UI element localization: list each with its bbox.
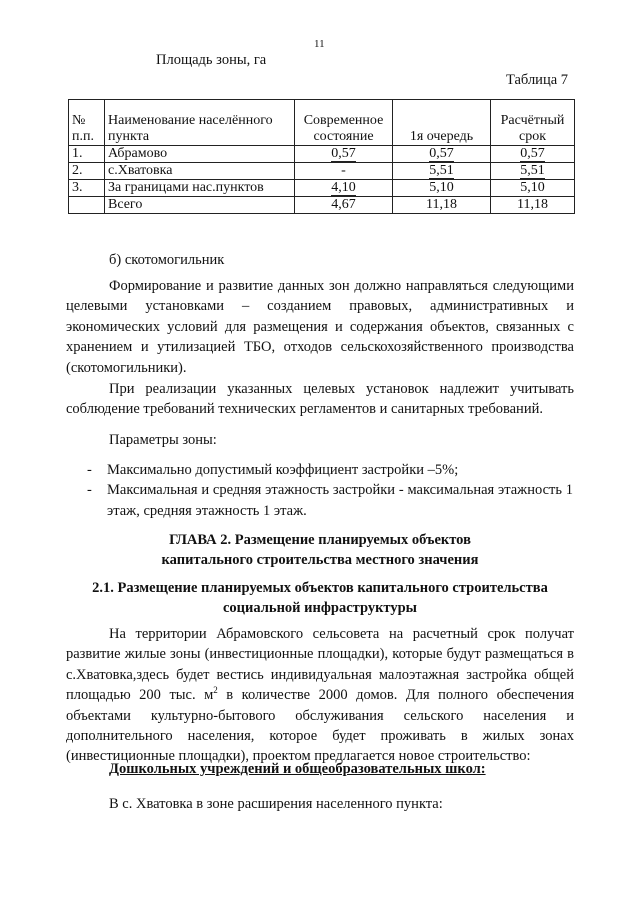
header-num-line1: № [72, 113, 86, 128]
chapter-heading: ГЛАВА 2. Размещение планируемых объектов капитального строительства местного значения [161, 532, 479, 568]
header-design-line2: срок [518, 129, 546, 144]
row-num [69, 197, 105, 214]
row-name: с.Хватовка [105, 163, 295, 180]
zones-table [68, 99, 575, 214]
row-design-value: 5,51 [520, 163, 545, 178]
bullet-dash: - [87, 462, 92, 478]
header-num-line2: п.п. [72, 129, 94, 144]
table-row [69, 146, 575, 163]
header-stage1-text: 1я очередь [409, 129, 474, 144]
table-caption: Таблица 7 [506, 72, 569, 88]
row-stage1-value: 5,51 [429, 163, 454, 178]
table-header-row [69, 100, 575, 146]
page-number: 11 [314, 38, 325, 50]
table-row [69, 163, 575, 180]
row-stage1-value: 0,57 [429, 146, 454, 161]
table-row [69, 180, 575, 197]
row-current-value: 4,10 [331, 180, 356, 195]
row-current: 4,67 [295, 197, 393, 214]
row-num: 2. [69, 163, 105, 180]
row-stage1: 5,10 [393, 180, 491, 197]
schools-subheading-text: Дошкольных учреждений и общеобразовательных школ: [109, 761, 486, 777]
table-total-row [69, 197, 575, 214]
row-num: 1. [69, 146, 105, 163]
paragraph-residential-zones [66, 624, 574, 767]
row-design: 11,18 [491, 197, 575, 214]
row-stage1 [393, 163, 491, 180]
list-item-text: Максимально допустимый коэффициент застройки –5%; [107, 462, 459, 478]
paragraph-text-part1: На территории Абрамовского сельсовета на расчетный срок получат развитие жилые зоны (инвестиционные площадки), которые будут размещаться в с.Хватовка,здесь будет вестись индивидуальная малоэтажная застройка общей площадью 200 тыс. м [66, 626, 574, 704]
section-heading: 2.1. Размещение планируемых объектов капитального строительства социальной инфраструктуры [92, 580, 548, 616]
header-design-line1: Расчётный [500, 113, 565, 128]
header-design [491, 100, 575, 146]
header-stage1 [393, 100, 491, 146]
row-name: Всего [105, 197, 295, 214]
list-item [89, 460, 573, 480]
header-num [69, 100, 105, 146]
row-current [295, 180, 393, 197]
zone-params-label: Параметры зоны: [109, 432, 217, 448]
superscript-two: 2 [213, 685, 218, 696]
header-current [295, 100, 393, 146]
row-design [491, 163, 575, 180]
header-current-line2: состояние [313, 129, 374, 144]
paragraph-khvatovka: В с. Хватовка в зоне расширения населенного пункта: [109, 796, 443, 812]
schools-subheading [109, 759, 569, 779]
area-caption: Площадь зоны, га [156, 52, 267, 68]
row-name: За границами нас.пунктов [105, 180, 295, 197]
header-name [105, 100, 295, 146]
paragraph-goals: Формирование и развитие данных зон должно направляться следующими целевыми установками – созданием правовых, административных и экономических условий для размещения и содержания объектов, связанных с хранением и утилизацией ТБО, отходов сельскохозяйственного производства (скотомогильники). [66, 278, 574, 376]
row-design-value: 0,57 [520, 146, 545, 161]
paragraph-requirements: При реализации указанных целевых установок надлежит учитывать соблюдение требований технических регламентов и санитарных требований. [66, 381, 574, 418]
subsection-b: б) скотомогильник [109, 252, 225, 268]
row-stage1 [393, 146, 491, 163]
zone-params-list [89, 460, 573, 521]
row-name: Абрамово [105, 146, 295, 163]
row-current-value: 0,57 [331, 146, 356, 161]
row-design: 5,10 [491, 180, 575, 197]
row-num: 3. [69, 180, 105, 197]
row-current [295, 146, 393, 163]
list-item [89, 480, 573, 521]
header-name-line1: Наименование населённого [108, 113, 273, 128]
row-stage1: 11,18 [393, 197, 491, 214]
bullet-dash: - [87, 482, 92, 499]
header-name-line2: пункта [108, 129, 150, 144]
header-current-line1: Современное [303, 113, 384, 128]
list-item-text: Максимальная и средняя этажность застройки - максимальная этажность 1 этаж, средняя этажность 1 этаж. [107, 482, 573, 519]
row-current: - [295, 163, 393, 180]
paragraph-text-part2: в количестве 2000 домов. Для полного обеспечения объектами культурно-бытового обслуживания сельского населения и дополнительного населения, которое будет проживать в жилых зонах (инвестиционные площадки), проектом предлагается новое строительство: [66, 687, 574, 765]
row-design [491, 146, 575, 163]
